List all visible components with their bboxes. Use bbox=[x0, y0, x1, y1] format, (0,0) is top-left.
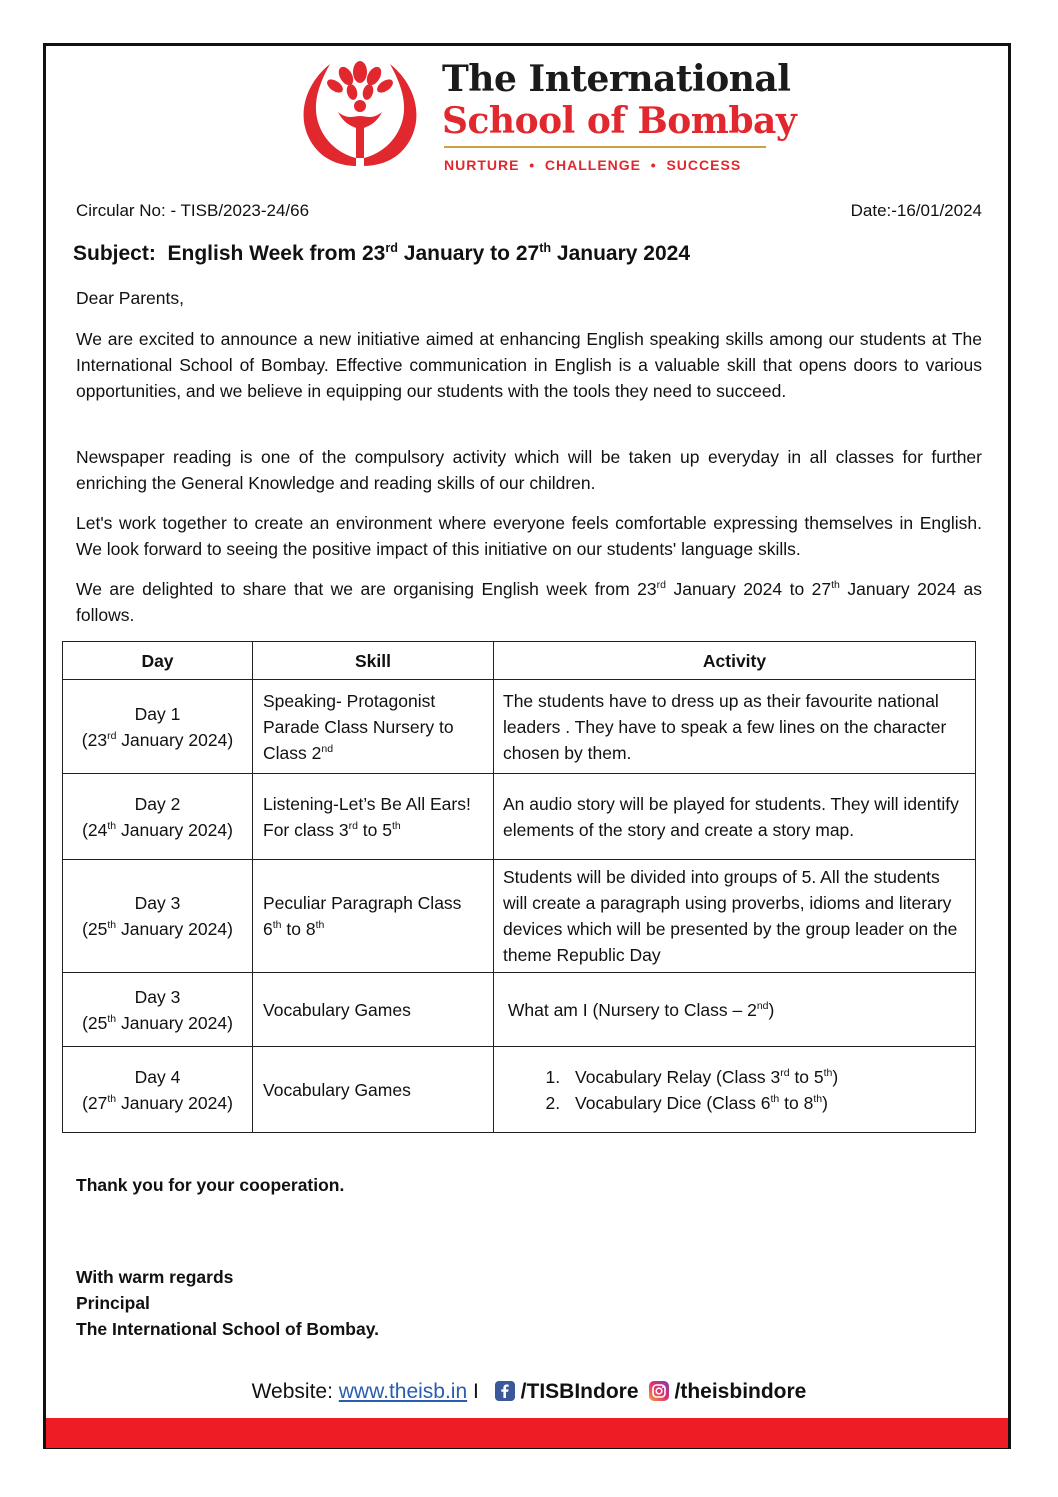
lotus-hands-logo-icon bbox=[290, 58, 430, 170]
salutation: Dear Parents, bbox=[76, 288, 184, 308]
day-cell: Day 3 (25th January 2024) bbox=[63, 973, 253, 1047]
table-row bbox=[63, 680, 976, 774]
list-item: 2. Vocabulary Dice (Class 6th to 8th) bbox=[565, 1090, 966, 1116]
table-header-row bbox=[63, 642, 976, 680]
signoff-school: The International School of Bombay. bbox=[76, 1319, 380, 1339]
header-activity: Activity bbox=[494, 642, 976, 680]
instagram-handle[interactable]: /theisbindore bbox=[674, 1380, 807, 1403]
english-week-table bbox=[62, 641, 976, 1133]
website-link[interactable]: www.theisb.in bbox=[338, 1380, 468, 1403]
school-name-line2: School of Bombay bbox=[442, 100, 797, 142]
website-label: Website: bbox=[251, 1380, 339, 1403]
facebook-icon bbox=[495, 1381, 515, 1401]
activity-cell bbox=[494, 1047, 976, 1133]
header-day: Day bbox=[63, 642, 253, 680]
footer-contact bbox=[0, 1380, 1058, 1404]
footer-separator: I bbox=[467, 1380, 485, 1403]
table-row bbox=[63, 973, 976, 1047]
circular-date: Date:-16/01/2024 bbox=[850, 201, 982, 220]
skill-cell: Peculiar Paragraph Class 6th to 8th bbox=[253, 860, 494, 973]
skill-cell: Vocabulary Games bbox=[253, 973, 494, 1047]
school-logo bbox=[290, 58, 797, 178]
day-cell: Day 4 (27th January 2024) bbox=[63, 1047, 253, 1133]
paragraph-newspaper: Newspaper reading is one of the compulsory activity which will be taken up everyday in all classes for further enriching the General Knowledge and reading skills of our children. bbox=[76, 447, 982, 493]
paragraph-intro: We are excited to announce a new initiative aimed at enhancing English speaking skills among our students at The International School of Bombay. Effective communication in English is a valuable skill that opens doors to various opportunities, and we believe in equipping our students with the tools they need to succeed. bbox=[76, 329, 982, 401]
thank-you-note: Thank you for your cooperation. bbox=[76, 1175, 345, 1195]
day-cell: Day 2 (24th January 2024) bbox=[63, 774, 253, 860]
skill-cell: Listening-Let’s Be All Ears! For class 3rd to 5th bbox=[253, 774, 494, 860]
table-row bbox=[63, 860, 976, 973]
signoff-regards: With warm regards bbox=[76, 1267, 234, 1287]
day-cell: Day 3 (25th January 2024) bbox=[63, 860, 253, 973]
activity-cell: Students will be divided into groups of 5. All the students will create a paragraph using proverbs, idioms and literary devices which will be presented by the group leader on the theme Republic Day bbox=[494, 860, 976, 973]
footer-red-band bbox=[46, 1418, 1008, 1448]
school-name-line1: The International bbox=[442, 58, 791, 100]
activity-cell: What am I (Nursery to Class – 2nd) bbox=[494, 973, 976, 1047]
table-row bbox=[63, 1047, 976, 1133]
signoff-title: Principal bbox=[76, 1293, 150, 1313]
facebook-handle[interactable]: /TISBIndore bbox=[520, 1380, 639, 1403]
day-cell: Day 1 (23rd January 2024) bbox=[63, 680, 253, 774]
activity-cell: An audio story will be played for students. They will identify elements of the story and create a story map. bbox=[494, 774, 976, 860]
skill-cell: Vocabulary Games bbox=[253, 1047, 494, 1133]
header-skill: Skill bbox=[253, 642, 494, 680]
logo-divider bbox=[444, 146, 766, 148]
paragraph-together: Let's work together to create an environment where everyone feels comfortable expressing themselves in English. We look forward to seeing the positive impact of this initiative on our students' language skills. bbox=[76, 513, 982, 559]
activity-cell: The students have to dress up as their favourite national leaders . They have to speak a few lines on the character chosen by them. bbox=[494, 680, 976, 774]
circular-number: Circular No: - TISB/2023-24/66 bbox=[76, 201, 310, 220]
skill-cell: Speaking- Protagonist Parade Class Nursery to Class 2nd bbox=[253, 680, 494, 774]
activity-list bbox=[503, 1064, 966, 1116]
school-motto: NURTURE • CHALLENGE • SUCCESS bbox=[444, 157, 742, 173]
subject-line: Subject: English Week from 23rd January to 27th January 2024 bbox=[73, 241, 691, 265]
paragraph-english-week: We are delighted to share that we are organising English week from 23rd January 2024 to 27th January 2024 as follows. bbox=[76, 579, 982, 625]
instagram-icon bbox=[649, 1381, 669, 1401]
list-item: 1. Vocabulary Relay (Class 3rd to 5th) bbox=[565, 1064, 966, 1090]
table-row bbox=[63, 774, 976, 860]
